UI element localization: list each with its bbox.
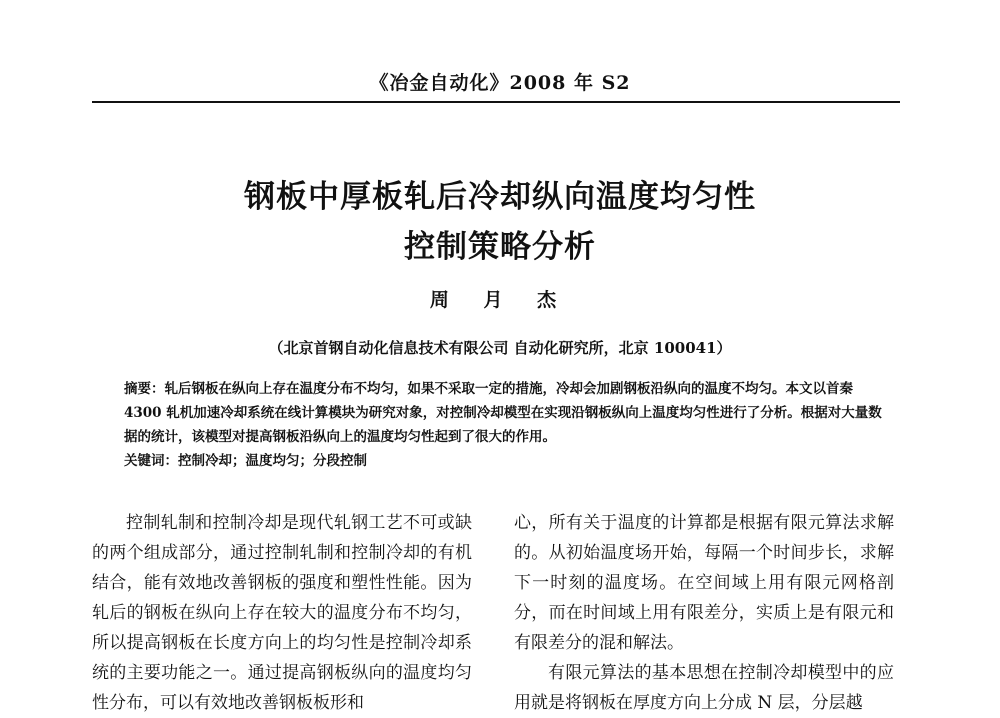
abstract-paragraph — [124, 377, 884, 449]
body-column-left — [92, 508, 472, 718]
paper-title — [0, 172, 1000, 272]
body-paragraph: 心，所有关于温度的计算都是根据有限元算法求解的。从初始温度场开始，每隔一个时间步长，求解下一时刻的温度场。在空间域上用有限元网格剖分，而在时间域上用有限差分，实质上是有限元和有限差分的混和解法。 — [514, 513, 894, 653]
keywords-paragraph — [124, 449, 884, 473]
abstract-label: 摘要： — [124, 381, 165, 397]
header-rule — [92, 101, 900, 103]
journal-header: 《冶金自动化》2008 年 S2 — [369, 72, 631, 94]
title-line-2: 控制策略分析 — [404, 229, 596, 265]
author: 周 月 杰 — [429, 289, 571, 311]
body-column-right — [514, 508, 894, 718]
body-paragraph: 有限元算法的基本思想在控制冷却模型中的应用就是将钢板在厚度方向上分成 N 层，分层越 — [514, 663, 894, 713]
keywords-text: 控制冷却；温度均匀；分段控制 — [178, 453, 367, 469]
abstract-text: 轧后钢板在纵向上存在温度分布不均匀，如果不采取一定的措施，冷却会加剧钢板沿纵向的温度不均匀。本文以首秦 4300 轧机加速冷却系统在线计算模块为研究对象，对控制冷却模型在实现沿钢板纵向上温度均匀性进行了分析。根据对大量数据的统计，该模型对提高钢板沿纵向上的温度均匀性起到了很大的作用。 — [124, 381, 882, 445]
body-paragraph: 控制轧制和控制冷却是现代轧钢工艺不可或缺的两个组成部分，通过控制轧制和控制冷却的有机结合，能有效地改善钢板的强度和塑性性能。因为轧后的钢板在纵向上存在较大的温度分布不均匀，所以提高钢板在长度方向上的均匀性是控制冷却系统的主要功能之一。通过提高钢板纵向的温度均匀性分布，可以有效地改善钢板板形和 — [92, 513, 472, 713]
abstract — [124, 377, 884, 473]
title-line-1: 钢板中厚板轧后冷却纵向温度均匀性 — [244, 179, 756, 215]
affiliation: （北京首钢自动化信息技术有限公司 自动化研究所，北京 100041） — [268, 339, 732, 357]
keywords-label: 关键词： — [124, 453, 178, 469]
